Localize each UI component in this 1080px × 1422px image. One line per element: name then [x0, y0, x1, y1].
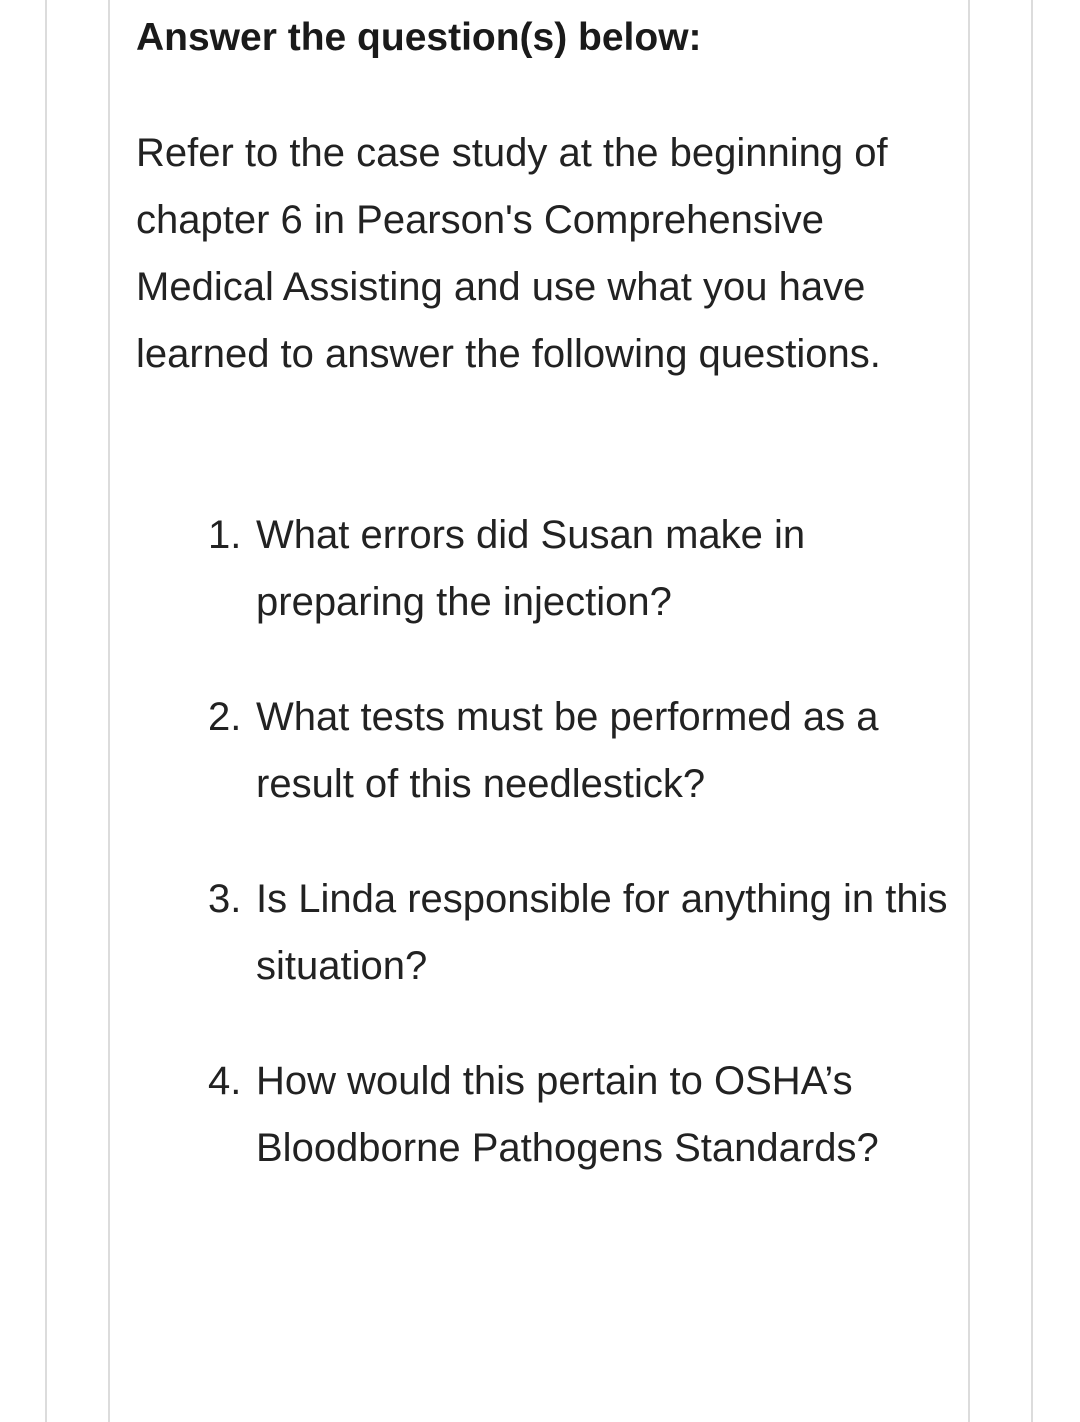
question-text: How would this pertain to OSHA’s Bloodborne Pathogens Standards?	[256, 1059, 879, 1170]
question-number: 2.	[208, 695, 242, 739]
question-number: 1.	[208, 513, 242, 557]
case-study-instructions: Refer to the case study at the beginning of chapter 6 in Pearson's Comprehensive Medical Assisting and use what you have learned to answer the following questions.	[136, 131, 888, 376]
question-text: What errors did Susan make in preparing the injection?	[256, 513, 806, 624]
question-heading: Answer the question(s) below:	[136, 16, 702, 59]
page-border-left-inner	[108, 0, 110, 1422]
page-border-right-outer	[1031, 0, 1033, 1422]
question-number: 3.	[208, 877, 242, 921]
question-text: What tests must be performed as a result of this needlestick?	[256, 695, 879, 806]
page-border-left-outer	[45, 0, 47, 1422]
question-item-1	[208, 502, 948, 636]
question-item-4	[208, 1048, 948, 1182]
question-item-3	[208, 866, 948, 1000]
question-number: 4.	[208, 1059, 242, 1103]
page-border-right-inner	[968, 0, 970, 1422]
question-item-2	[208, 684, 948, 818]
question-text: Is Linda responsible for anything in this situation?	[256, 877, 948, 988]
